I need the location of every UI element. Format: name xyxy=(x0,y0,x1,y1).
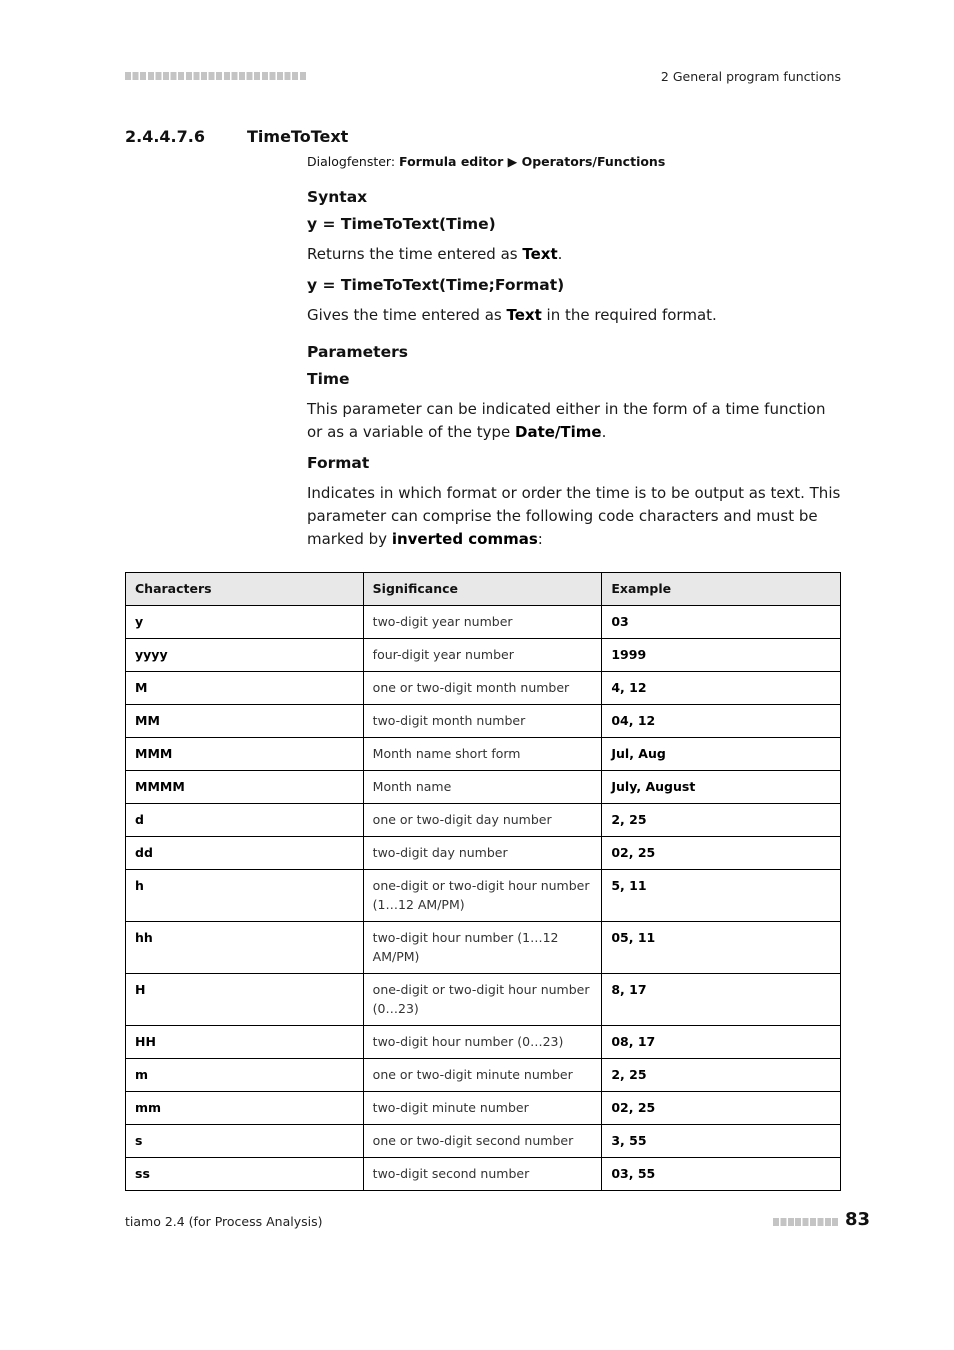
table-row xyxy=(126,738,841,771)
table-row xyxy=(126,1026,841,1059)
cell-significance: two-digit minute number xyxy=(363,1092,602,1125)
cell-characters: dd xyxy=(126,837,364,870)
table-header-row xyxy=(126,573,841,606)
cell-example: 1999 xyxy=(602,639,841,672)
dialog-path xyxy=(307,152,841,172)
cell-characters: m xyxy=(126,1059,364,1092)
syntax-form-2-description: Gives the time entered as Text in the required format. xyxy=(307,306,717,324)
cell-significance: two-digit hour number (1…12 AM/PM) xyxy=(363,922,602,974)
cell-example: 04, 12 xyxy=(602,705,841,738)
table-row xyxy=(126,1125,841,1158)
page-number: 83 xyxy=(845,1209,871,1230)
dialog-path-prefix: Dialogfenster: xyxy=(307,154,400,169)
cell-example: 03, 55 xyxy=(602,1158,841,1191)
cell-significance: one or two-digit minute number xyxy=(363,1059,602,1092)
cell-significance: two-digit month number xyxy=(363,705,602,738)
table-row xyxy=(126,639,841,672)
column-header-significance: Significance xyxy=(363,573,602,606)
cell-example: 4, 12 xyxy=(602,672,841,705)
cell-significance: Month name xyxy=(363,771,602,804)
cell-example: 8, 17 xyxy=(602,974,841,1026)
syntax-form-1-description: Returns the time entered as Text. xyxy=(307,245,563,263)
cell-significance: two-digit second number xyxy=(363,1158,602,1191)
cell-characters: H xyxy=(126,974,364,1026)
cell-characters: d xyxy=(126,804,364,837)
cell-example: July, August xyxy=(602,771,841,804)
table-row xyxy=(126,705,841,738)
footer-product: tiamo 2.4 (for Process Analysis) xyxy=(125,1214,323,1229)
cell-significance: one or two-digit day number xyxy=(363,804,602,837)
cell-example: 08, 17 xyxy=(602,1026,841,1059)
cell-characters: mm xyxy=(126,1092,364,1125)
cell-characters: ss xyxy=(126,1158,364,1191)
section-title: TimeToText xyxy=(247,127,349,146)
table-row xyxy=(126,837,841,870)
param-format-name: Format xyxy=(307,454,370,472)
column-header-characters: Characters xyxy=(126,573,364,606)
table-row xyxy=(126,672,841,705)
cell-characters: MMMM xyxy=(126,771,364,804)
cell-example: 05, 11 xyxy=(602,922,841,974)
cell-example: 2, 25 xyxy=(602,1059,841,1092)
table-row xyxy=(126,606,841,639)
param-format-description: Indicates in which format or order the time is to be output as text. This parameter can comprise the following code characters and must be marked by inverted commas: xyxy=(307,484,841,548)
table-row xyxy=(126,1092,841,1125)
table-row xyxy=(126,804,841,837)
table-row xyxy=(126,1158,841,1191)
cell-characters: y xyxy=(126,606,364,639)
table-row xyxy=(126,922,841,974)
cell-characters: MM xyxy=(126,705,364,738)
cell-characters: s xyxy=(126,1125,364,1158)
table-row xyxy=(126,771,841,804)
cell-example: 02, 25 xyxy=(602,837,841,870)
cell-significance: four-digit year number xyxy=(363,639,602,672)
cell-example: 02, 25 xyxy=(602,1092,841,1125)
header-decoration xyxy=(125,72,307,80)
cell-significance: one-digit or two-digit hour number (1…12 AM/PM) xyxy=(363,870,602,922)
cell-significance: Month name short form xyxy=(363,738,602,771)
cell-example: 03 xyxy=(602,606,841,639)
section-body xyxy=(307,152,841,559)
syntax-heading: Syntax xyxy=(307,188,368,206)
cell-characters: M xyxy=(126,672,364,705)
cell-significance: two-digit hour number (0…23) xyxy=(363,1026,602,1059)
cell-characters: MMM xyxy=(126,738,364,771)
format-codes-table xyxy=(125,572,841,1191)
parameters-heading: Parameters xyxy=(307,343,408,361)
table-row xyxy=(126,1059,841,1092)
cell-example: 2, 25 xyxy=(602,804,841,837)
cell-significance: two-digit year number xyxy=(363,606,602,639)
dialog-path-value: Formula editor ▶ Operators/Functions xyxy=(399,154,666,169)
cell-characters: h xyxy=(126,870,364,922)
cell-characters: yyyy xyxy=(126,639,364,672)
cell-significance: one or two-digit second number xyxy=(363,1125,602,1158)
param-time-name: Time xyxy=(307,370,350,388)
table-row xyxy=(126,870,841,922)
syntax-form-1: y = TimeToText(Time) xyxy=(307,215,496,233)
syntax-form-2: y = TimeToText(Time;Format) xyxy=(307,276,565,294)
param-time-description: This parameter can be indicated either in the form of a time function or as a variable of the type Date/Time. xyxy=(307,400,826,441)
cell-example: Jul, Aug xyxy=(602,738,841,771)
cell-significance: one-digit or two-digit hour number (0…23) xyxy=(363,974,602,1026)
cell-characters: HH xyxy=(126,1026,364,1059)
table-row xyxy=(126,974,841,1026)
cell-significance: two-digit day number xyxy=(363,837,602,870)
table-body xyxy=(126,606,841,1191)
cell-example: 5, 11 xyxy=(602,870,841,922)
section-number: 2.4.4.7.6 xyxy=(125,127,205,146)
cell-significance: one or two-digit month number xyxy=(363,672,602,705)
cell-example: 3, 55 xyxy=(602,1125,841,1158)
cell-characters: hh xyxy=(126,922,364,974)
footer-decoration xyxy=(773,1218,839,1226)
column-header-example: Example xyxy=(602,573,841,606)
running-header-chapter: 2 General program functions xyxy=(660,69,841,84)
